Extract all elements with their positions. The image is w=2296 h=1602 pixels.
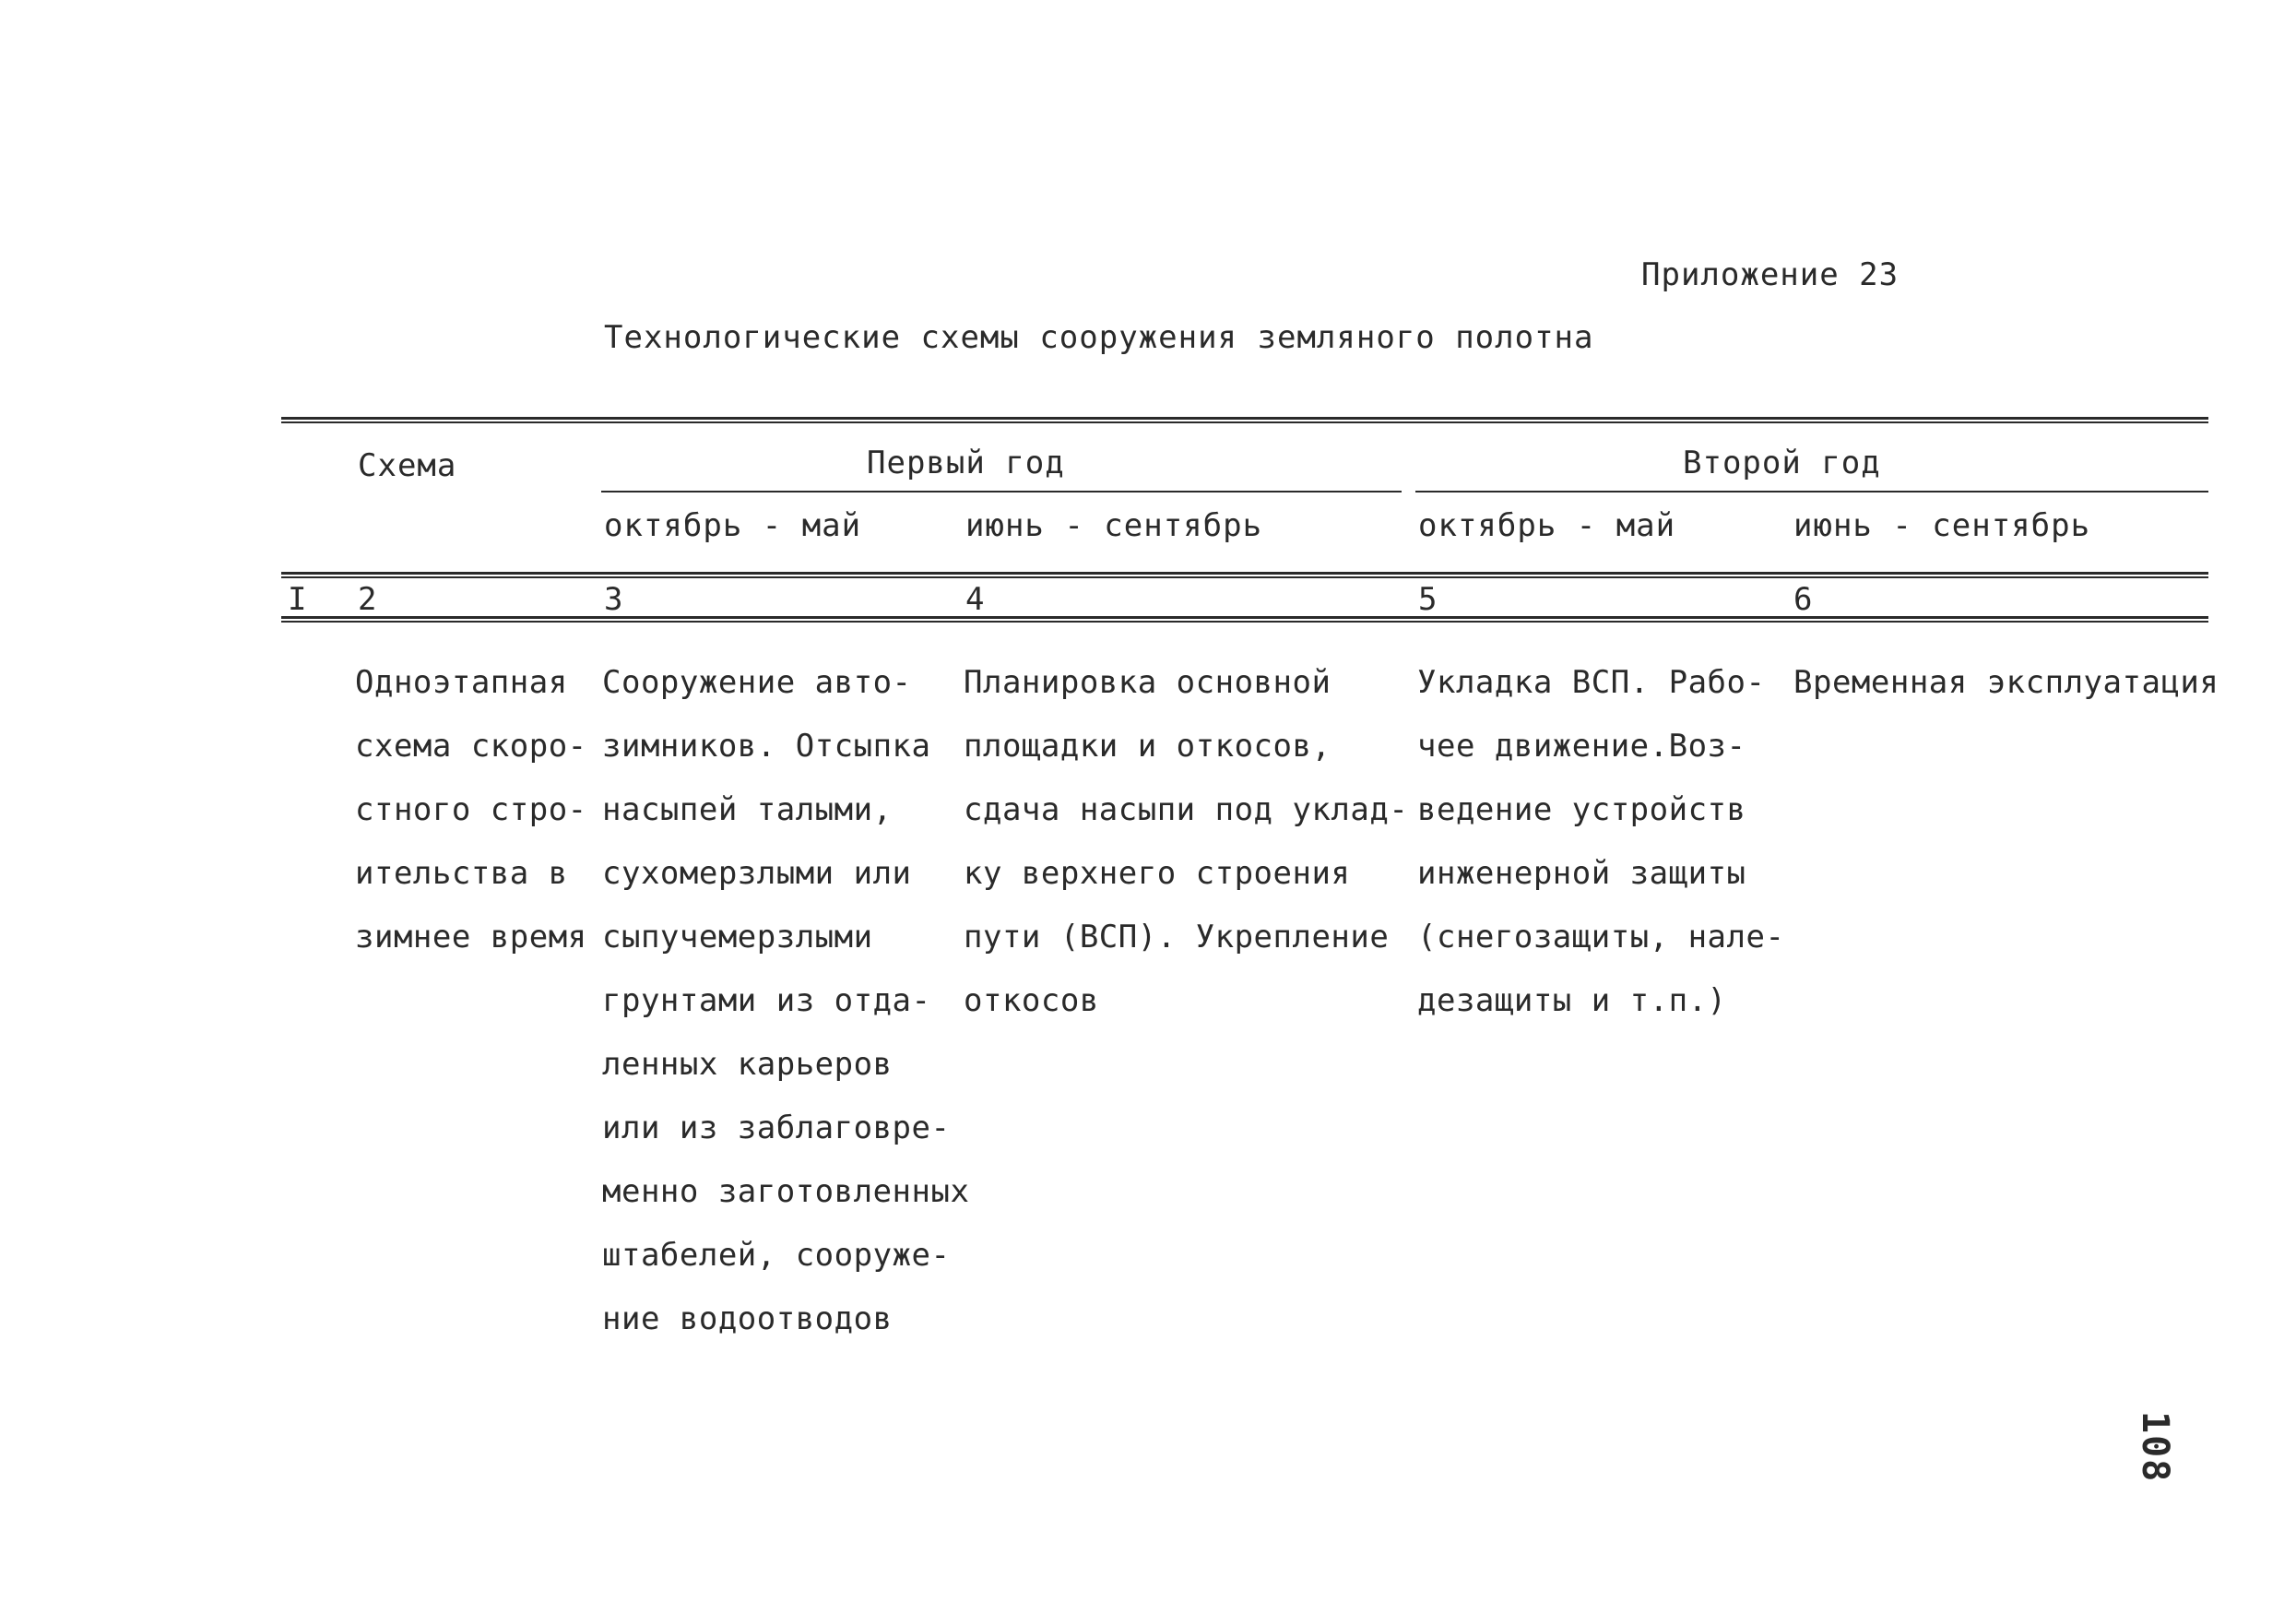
header-period-2: июнь - сентябрь — [965, 507, 1263, 544]
year2-header-rule — [1415, 491, 2208, 492]
column-number-3: 3 — [604, 581, 623, 618]
column-number-1: I — [288, 581, 307, 618]
header-period-3: октябрь - май — [1418, 507, 1676, 544]
column-number-2: 2 — [358, 581, 377, 618]
page-number: 108 — [2134, 1411, 2176, 1484]
header-year1: Первый год — [867, 445, 1065, 481]
header-year2: Второй год — [1683, 445, 1881, 481]
numbers-bottom-rule — [281, 616, 2208, 619]
year1-header-rule — [601, 491, 1402, 492]
column-number-4: 4 — [965, 581, 985, 618]
header-period-1: октябрь - май — [604, 507, 862, 544]
column-number-6: 6 — [1793, 581, 1813, 618]
header-scheme: Схема — [358, 447, 457, 484]
document-title: Технологические схемы сооружения земляного полотна — [604, 319, 1594, 356]
table-cell-scheme: Одноэтапная схема скоро- стного стро- ительства в зимнее время — [355, 664, 587, 955]
table-cell-year1-summer: Планировка основной площадки и откосов, сдача насыпи под уклад- ку верхнего строения пути (ВСП). Укрепление откосов — [964, 664, 1409, 1019]
table-cell-year2-autumn: Укладка ВСП. Рабо- чее движение.Воз- ведение устройств инженерной защиты (снегозащиты, нале- дезащиты и т.п.) — [1417, 664, 1785, 1019]
appendix-label: Приложение 23 — [1641, 256, 1900, 293]
header-bottom-rule — [281, 572, 2208, 575]
column-number-5: 5 — [1418, 581, 1438, 618]
table-top-rule — [281, 417, 2208, 420]
table-cell-year1-autumn: Сооружение авто- зимников. Отсыпка насыпей талыми, сухомерзлыми или сыпучемерзлыми грунтами из отда- ленных карьеров или из заблаговре- менно заготовленных штабелей, сооруже- ние водоотводов — [602, 664, 970, 1337]
table-cell-year2-summer: Временная эксплуатация — [1793, 664, 2219, 701]
header-period-4: июнь - сентябрь — [1793, 507, 2091, 544]
